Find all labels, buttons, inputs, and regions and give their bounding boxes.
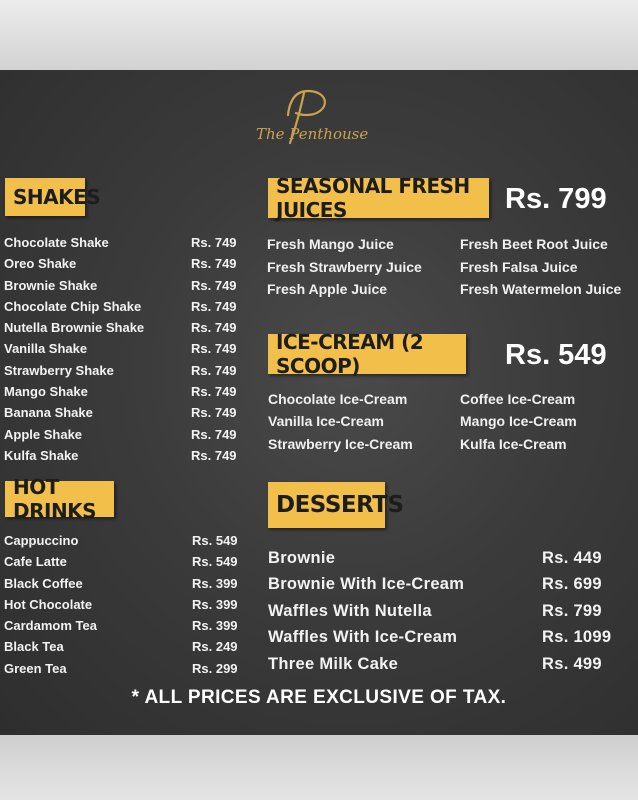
item-name: Cafe Latte: [4, 554, 67, 570]
item-name: Brownie With Ice-Cream: [268, 575, 465, 594]
ice-cream-item: Mango Ice-Cream: [460, 413, 577, 429]
ice-cream-item: Strawberry Ice-Cream: [268, 436, 413, 452]
item-name: Black Tea: [4, 639, 64, 655]
item-price: Rs. 749: [191, 256, 237, 272]
list-item: [4, 402, 240, 423]
item-name: Brownie Shake: [4, 277, 98, 293]
juice-item: Fresh Falsa Juice: [460, 259, 578, 275]
list-item: [4, 232, 240, 253]
list-item: [268, 598, 608, 624]
ice-cream-price: Rs. 549: [505, 339, 607, 371]
item-name: Apple Shake: [4, 426, 83, 442]
item-name: Strawberry Shake: [4, 362, 114, 378]
ice-cream-item: Vanilla Ice-Cream: [268, 413, 384, 429]
item-name: Hot Chocolate: [4, 596, 93, 612]
item-price: Rs. 749: [191, 384, 237, 400]
hot-drinks-list: [4, 530, 240, 679]
item-name: Banana Shake: [4, 405, 93, 421]
juices-price: Rs. 799: [505, 183, 607, 215]
list-item: [4, 551, 240, 572]
item-name: Vanilla Shake: [4, 341, 88, 357]
list-item: [268, 651, 608, 677]
list-item: [4, 424, 240, 445]
shakes-heading: SHAKES: [5, 178, 85, 216]
item-name: Waffles With Nutella: [268, 601, 432, 620]
item-name: Nutella Brownie Shake: [4, 320, 145, 336]
list-item: [4, 360, 240, 381]
item-price: Rs. 749: [191, 405, 237, 421]
item-price: Rs. 799: [542, 601, 602, 620]
item-name: Black Coffee: [4, 575, 83, 591]
item-name: Brownie: [268, 549, 336, 567]
list-item: [4, 338, 240, 359]
item-name: Chocolate Shake: [4, 235, 109, 250]
item-price: Rs. 399: [192, 596, 238, 612]
item-price: Rs. 449: [542, 549, 602, 567]
item-price: Rs. 749: [191, 320, 237, 336]
item-price: Rs. 299: [192, 660, 238, 676]
list-item: [4, 296, 240, 317]
item-price: Rs. 699: [542, 575, 602, 594]
item-name: Chocolate Chip Shake: [4, 298, 142, 314]
item-price: Rs. 549: [192, 554, 238, 570]
tax-note: * ALL PRICES ARE EXCLUSIVE OF TAX.: [131, 687, 507, 708]
list-item: [4, 317, 240, 338]
ice-cream-item: Coffee Ice-Cream: [460, 391, 576, 407]
item-price: Rs. 749: [191, 235, 237, 250]
item-price: Rs. 249: [192, 639, 238, 655]
item-price: Rs. 499: [542, 654, 602, 673]
list-item: [4, 636, 240, 657]
item-price: Rs. 749: [191, 277, 237, 293]
item-name: Cappuccino: [4, 533, 79, 548]
top-margin: [0, 0, 638, 70]
ice-cream-item: Kulfa Ice-Cream: [460, 436, 567, 452]
item-name: Oreo Shake: [4, 256, 77, 272]
item-price: Rs. 399: [192, 575, 238, 591]
item-name: Mango Shake: [4, 384, 88, 400]
desserts-heading: DESSERTS: [268, 482, 385, 528]
item-name: Cardamom Tea: [4, 618, 97, 634]
list-item: [4, 594, 240, 615]
list-item: [4, 275, 240, 296]
item-price: Rs. 749: [191, 298, 237, 314]
item-name: Waffles With Ice-Cream: [268, 628, 458, 647]
logo-text: The Penthouse: [256, 125, 369, 143]
item-price: Rs. 1099: [542, 628, 612, 647]
list-item: [4, 530, 240, 551]
shakes-list: [4, 232, 240, 466]
list-item: [268, 624, 612, 650]
list-item: [4, 615, 240, 636]
item-price: Rs. 749: [191, 447, 237, 463]
juice-item: Fresh Apple Juice: [267, 281, 388, 297]
list-item: [4, 573, 240, 594]
list-item: [4, 381, 240, 402]
list-item: [268, 545, 608, 571]
desserts-list: [268, 545, 612, 677]
item-price: Rs. 549: [192, 533, 238, 548]
hot-drinks-heading: HOT DRINKS: [5, 481, 114, 517]
item-price: Rs. 749: [191, 362, 237, 378]
ice-cream-heading: ICE-CREAM (2 SCOOP): [268, 334, 466, 374]
juice-item: Fresh Strawberry Juice: [267, 259, 422, 275]
item-price: Rs. 749: [191, 426, 237, 442]
item-price: Rs. 399: [192, 618, 238, 634]
item-price: Rs. 749: [191, 341, 237, 357]
juice-item: Fresh Mango Juice: [267, 236, 394, 252]
list-item: [4, 445, 240, 466]
item-name: Kulfa Shake: [4, 447, 79, 463]
ice-cream-item: Chocolate Ice-Cream: [268, 391, 408, 407]
list-item: [268, 571, 608, 597]
list-item: [4, 658, 240, 679]
bottom-margin: [0, 735, 638, 800]
penthouse-logo: [250, 85, 390, 155]
item-name: Green Tea: [4, 660, 67, 676]
item-name: Three Milk Cake: [268, 654, 399, 673]
list-item: [4, 253, 240, 274]
juice-item: Fresh Watermelon Juice: [460, 281, 622, 297]
juices-heading: SEASONAL FRESH JUICES: [268, 178, 489, 218]
juice-item: Fresh Beet Root Juice: [460, 236, 608, 252]
